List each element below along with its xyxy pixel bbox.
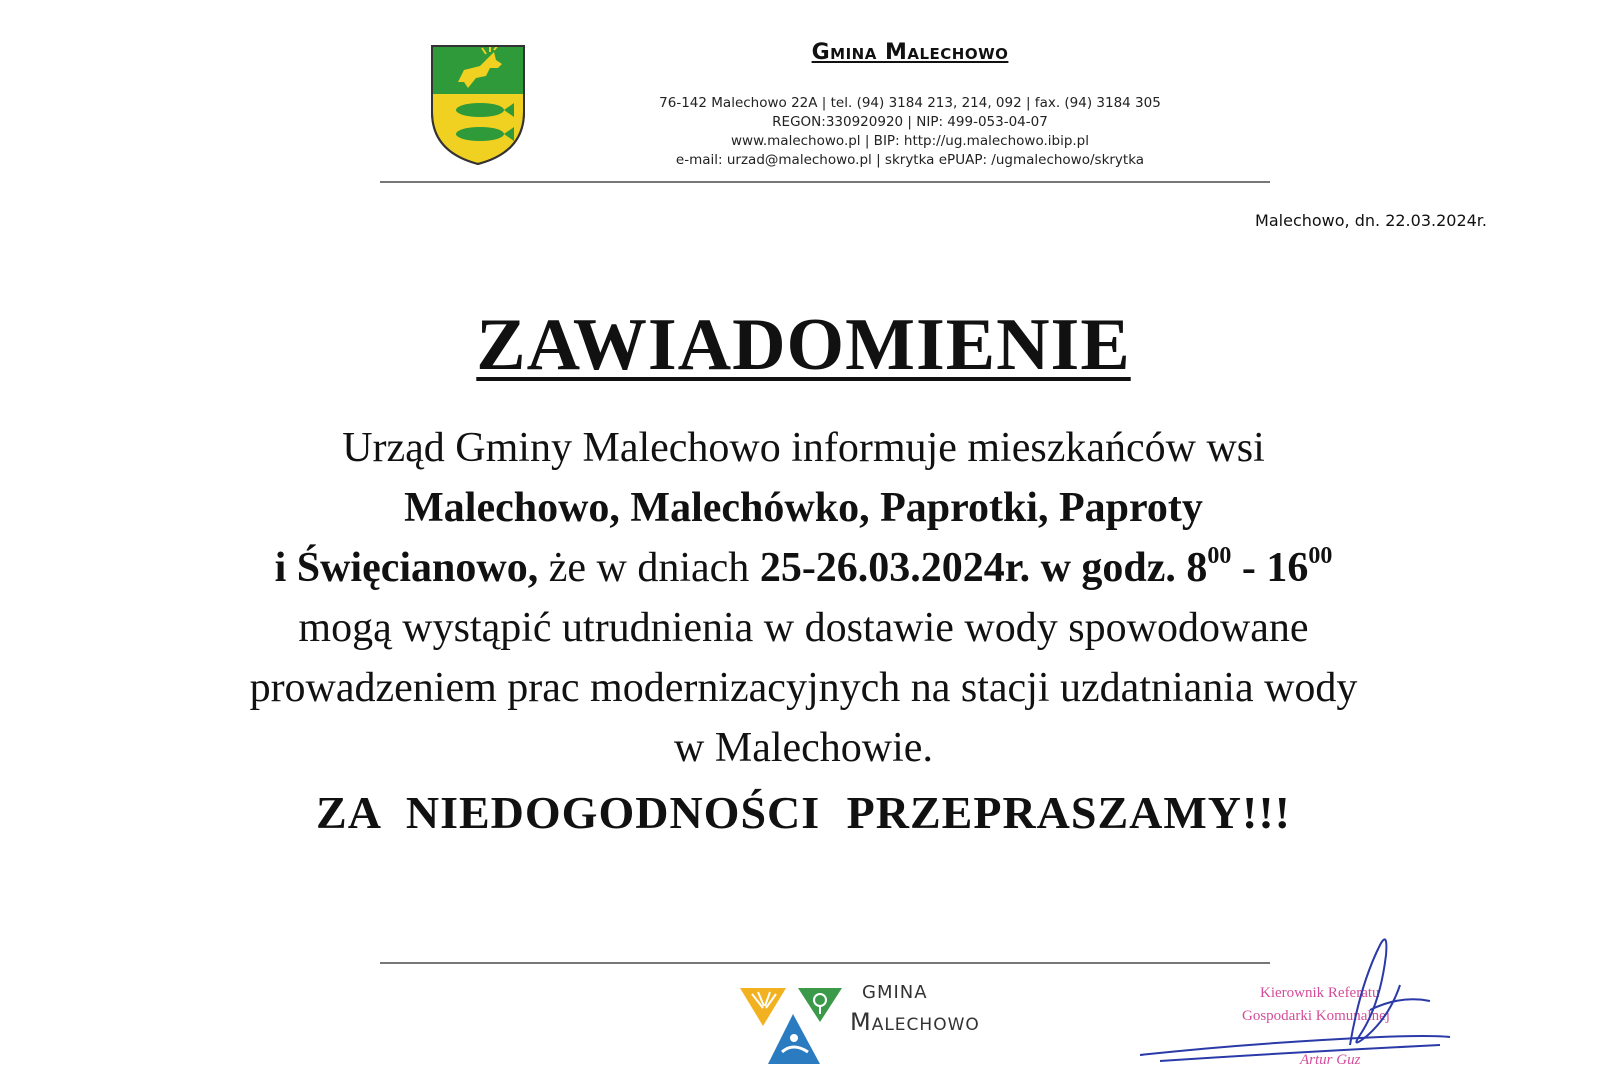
notice-line-villages: Malechowo, Malechówko, Paprotki, Paproty [404,485,1203,531]
header-divider [380,181,1270,183]
stamp-name: Artur Guz [1300,1052,1361,1068]
notice-date-range [760,545,1333,591]
notice-connector-text: że w dniach [538,545,760,591]
notice-line-1: Urząd Gminy Malechowo informuje mieszkańców wsi [342,425,1265,471]
notice-title-text: ZAWIADOMIENIE [476,304,1131,386]
notice-line-6: w Malechowie. [674,725,933,771]
stamp-department: Gospodarki Komunalnej [1242,1008,1390,1024]
apology-text: ZA NIEDOGODNOŚCI PRZEPRASZAMY!!! [316,787,1291,838]
notice-line-5: prowadzeniem prac modernizacyjnych na stacji uzdatniania wody [249,665,1358,711]
notice-title [0,303,1607,388]
start-minutes: 00 [1207,543,1232,569]
logo-text-gmina: GMINA [862,982,928,1003]
contact-email-line: e-mail: urzad@malechowo.pl | skrytka ePUAP: /ugmalechowo/skrytka [675,152,1145,168]
village-name: i Święcianowo, [274,545,539,591]
organization-name: Gmina Malechowo [811,40,1009,65]
signature-icon [1130,925,1460,1075]
contact-registration-line: REGON:330920920 | NIP: 499-053-04-07 [772,114,1048,130]
document-date: Malechowo, dn. 22.03.2024r. [1255,211,1487,230]
date-range-text: 25-26.03.2024r. w godz. 8 [759,545,1208,591]
contact-web-line: www.malechowo.pl | BIP: http://ug.malechowo.ibip.pl [730,133,1090,149]
notice-line-4: mogą wystąpić utrudnienia w dostawie wody spowodowane [298,605,1309,651]
end-hour: - 16 [1231,545,1309,591]
contact-address-line: 76-142 Malechowo 22A | tel. (94) 3184 213, 214, 092 | fax. (94) 3184 305 [659,95,1161,111]
end-minutes: 00 [1308,543,1333,569]
coat-of-arms-icon [428,42,528,167]
gmina-logo-icon [738,986,848,1066]
logo-text-malechowo: Malechowo [850,1008,980,1036]
notice-line-dates [0,538,1607,598]
stamp-position-title: Kierownik Referatu [1260,985,1380,1001]
